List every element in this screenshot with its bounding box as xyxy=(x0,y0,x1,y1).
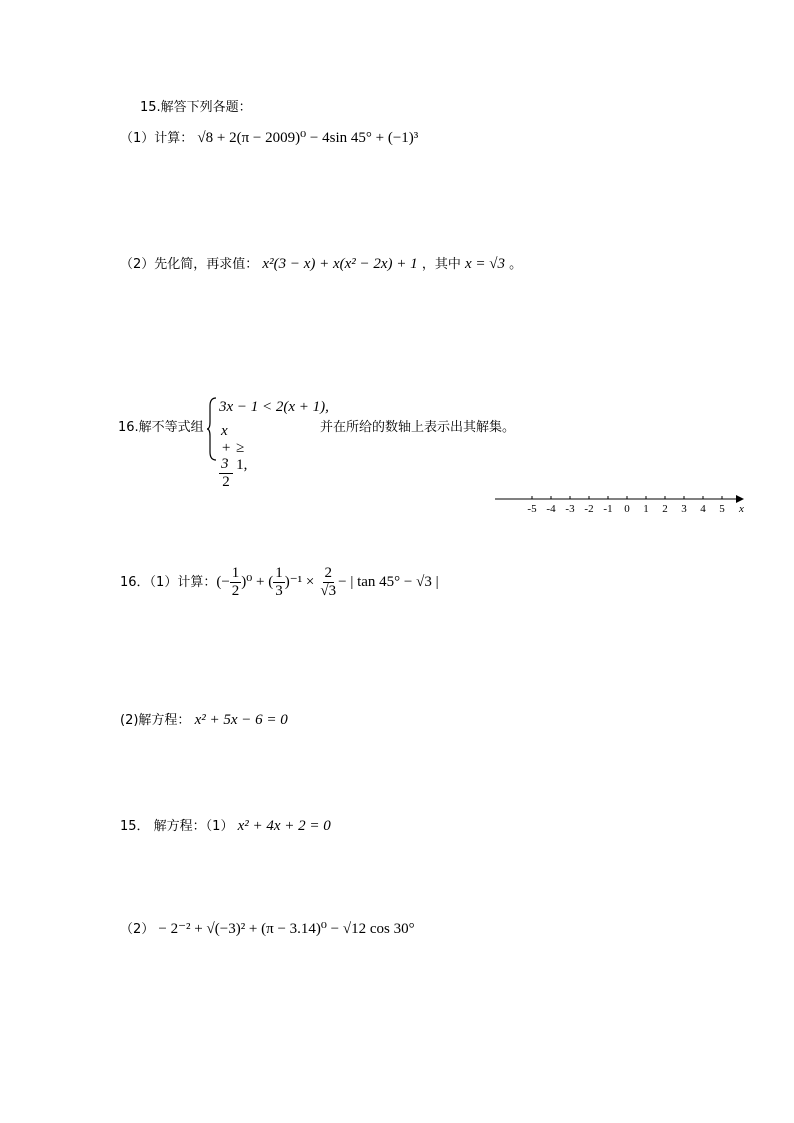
arrow-icon xyxy=(736,495,744,503)
brace-icon xyxy=(206,396,218,462)
number-line-tick-label: -1 xyxy=(603,503,613,515)
problem-16b-2-expression: x² + 5x − 6 = 0 xyxy=(194,712,288,728)
number-line-tick-label: 3 xyxy=(681,503,687,515)
expr-part-a: (− xyxy=(216,573,230,590)
problem-16b-2 xyxy=(120,713,288,728)
problem-15b-1-expression: x² + 4x + 2 = 0 xyxy=(237,818,331,834)
number-line-tick-label: -4 xyxy=(546,503,556,515)
problem-15-2-end: 。 xyxy=(509,257,523,272)
number-line-axis-label: x xyxy=(739,503,744,515)
inequality-2-denominator: 2 xyxy=(222,473,230,490)
problem-15b-2 xyxy=(120,922,415,937)
problem-15-1-label: （1）计算： xyxy=(120,131,194,146)
expr-part-d: − | tan 45° − √3 | xyxy=(338,573,439,590)
number-line-tick-label: 1 xyxy=(643,503,649,515)
inequality-2-rest: ≥ 1, xyxy=(236,439,248,473)
fraction-3-denominator: √3 xyxy=(320,582,337,599)
problem-16-inequality-1: 3x − 1 < 2(x + 1), xyxy=(219,399,329,415)
problem-16b-1 xyxy=(120,565,439,599)
inequality-2-numerator: x + 3 xyxy=(221,423,232,472)
expr-part-b: )⁰ + ( xyxy=(241,573,274,590)
number-line xyxy=(490,490,752,516)
problem-15b-1-label: 15． 解方程：（1） xyxy=(120,819,234,834)
problem-15-title: 15.解答下列各题： xyxy=(140,100,252,115)
number-line-tick-label: -3 xyxy=(565,503,575,515)
number-line-tick-label: -2 xyxy=(584,503,594,515)
problem-16-label: 16.解不等式组 xyxy=(118,420,204,435)
number-line-tick-label: 4 xyxy=(700,503,706,515)
number-line-tick-label: 5 xyxy=(719,503,725,515)
problem-15b-2-label: （2） xyxy=(120,922,155,937)
fraction-1-numerator: 1 xyxy=(231,565,240,581)
number-line-tick-label: 2 xyxy=(662,503,668,515)
fraction-2-numerator: 1 xyxy=(275,565,283,581)
problem-15-2-label: （2）先化简，再求值： xyxy=(120,257,259,272)
problem-16-inequality-2 xyxy=(219,423,247,490)
problem-16b-2-label: (2)解方程： xyxy=(120,713,191,728)
problem-15-1-expression: √8 + 2(π − 2009)⁰ − 4sin 45° + (−1)³ xyxy=(197,130,419,146)
problem-15-2-expression: x²(3 − x) + x(x² − 2x) + 1 xyxy=(262,256,418,272)
problem-15b-1 xyxy=(120,819,331,834)
problem-16-tail: 并在所给的数轴上表示出其解集。 xyxy=(320,420,516,435)
number-line-tick-label: -5 xyxy=(527,503,537,515)
problem-16b-1-label: 16．（1）计算： xyxy=(120,574,217,590)
problem-15-1 xyxy=(120,131,418,146)
problem-15b-2-expression: − 2⁻² + √(−3)² + (π − 3.14)⁰ − √12 cos 30° xyxy=(158,921,415,937)
number-line-tick-label: 0 xyxy=(624,503,630,515)
fraction-2-denominator: 3 xyxy=(275,582,283,599)
problem-15-2-condition: x = √3 xyxy=(464,256,505,272)
problem-15-2 xyxy=(120,257,522,272)
problem-15-2-where: ，其中 xyxy=(421,257,461,272)
expr-part-c: )⁻¹ × xyxy=(284,573,315,590)
fraction-3-numerator: 2 xyxy=(324,565,332,581)
fraction-1-denominator: 2 xyxy=(231,582,240,599)
